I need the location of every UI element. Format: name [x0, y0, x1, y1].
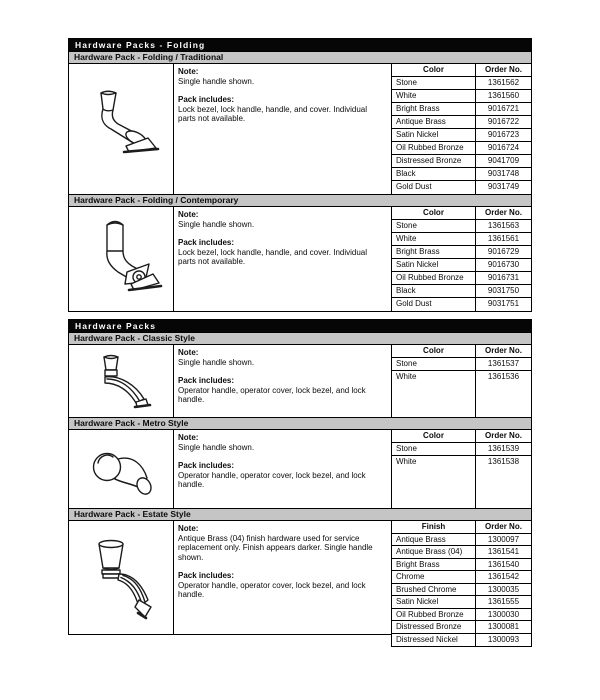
- finish-name: Stone: [396, 444, 417, 453]
- pack-includes-text: Lock bezel, lock handle, handle, and cover. Individual parts not available.: [178, 104, 368, 123]
- finish-row: [392, 246, 531, 259]
- finish-name: Stone: [396, 359, 417, 368]
- note-cell: [173, 64, 391, 195]
- order-number: 9031748: [475, 168, 531, 180]
- finish-row: [392, 534, 531, 547]
- finish-row: [392, 90, 531, 103]
- finish-row: [392, 358, 531, 371]
- order-number: 9041709: [475, 155, 531, 167]
- order-number: 9016729: [475, 246, 531, 258]
- finish-name: White: [396, 457, 417, 466]
- product-section-folding-contemporary: [68, 207, 532, 312]
- pack-includes-heading: Pack includes:: [178, 571, 235, 580]
- finish-name: Bright Brass: [396, 559, 440, 569]
- order-number: 9016722: [475, 116, 531, 128]
- section-gap: [68, 312, 532, 319]
- finish-row: [392, 233, 531, 246]
- finish-name: White: [396, 91, 417, 100]
- order-number: 9016724: [475, 142, 531, 154]
- order-column-header: Order No.: [475, 345, 531, 357]
- table-header-row: [392, 345, 531, 358]
- note-text: Single handle shown.: [178, 219, 255, 229]
- note-cell: [173, 521, 391, 635]
- finish-column-header: Finish: [421, 522, 446, 531]
- finish-name: Oil Rubbed Bronze: [396, 609, 464, 619]
- finish-name: Brushed Chrome: [396, 584, 457, 594]
- table-header-row: [392, 521, 531, 534]
- finish-name: Oil Rubbed Bronze: [396, 273, 464, 282]
- order-number: 1361539: [475, 443, 531, 455]
- table-header-row: [392, 64, 531, 77]
- order-number: 9016721: [475, 103, 531, 115]
- order-number: 9016731: [475, 272, 531, 284]
- finish-row: [392, 77, 531, 90]
- finish-row: [392, 259, 531, 272]
- color-column-header: Color: [423, 65, 444, 74]
- product-title: Hardware Pack - Folding / Contemporary: [74, 195, 239, 205]
- finish-order-table: [391, 430, 532, 509]
- order-number: 1300035: [475, 584, 531, 596]
- finish-name: Antique Brass: [396, 117, 446, 126]
- order-number: 1361562: [475, 77, 531, 89]
- pack-includes-heading: Pack includes:: [178, 95, 235, 104]
- note-cell: [173, 207, 391, 312]
- product-title: Hardware Pack - Estate Style: [74, 509, 191, 519]
- finish-name: White: [396, 234, 417, 243]
- finish-row: [392, 181, 531, 194]
- order-number: 9031750: [475, 285, 531, 297]
- order-number: 9016730: [475, 259, 531, 271]
- finish-row: [392, 220, 531, 233]
- illustration-cell: [68, 430, 173, 509]
- pack-includes-heading: Pack includes:: [178, 376, 235, 385]
- finish-row: [392, 285, 531, 298]
- catalog-page: [68, 38, 532, 647]
- illustration-cell: [68, 207, 173, 312]
- note-heading: Note:: [178, 433, 199, 442]
- illustration-cell: [68, 64, 173, 195]
- finish-row: [392, 272, 531, 285]
- finish-row: [392, 559, 531, 572]
- order-number: 1361540: [475, 559, 531, 571]
- finish-row: [392, 168, 531, 181]
- finish-row: [392, 634, 531, 647]
- finish-name: Bright Brass: [396, 104, 440, 113]
- order-column-header: Order No.: [475, 521, 531, 533]
- finish-order-table: [391, 207, 532, 312]
- illustration-cell: [68, 521, 173, 635]
- product-header-folding-traditional: [68, 51, 532, 64]
- finish-row: [392, 103, 531, 116]
- table-header-row: [392, 207, 531, 220]
- finish-name: Oil Rubbed Bronze: [396, 143, 464, 152]
- color-column-header: Color: [423, 346, 444, 355]
- finish-row: [392, 116, 531, 129]
- finish-name: Satin Nickel: [396, 260, 439, 269]
- pack-includes-text: Operator handle, operator cover, lock bezel, and lock handle.: [178, 470, 366, 489]
- finish-name: Distressed Nickel: [396, 634, 458, 644]
- finish-name: Distressed Bronze: [396, 156, 462, 165]
- product-header-folding-contemporary: [68, 194, 532, 207]
- order-number: 9031749: [475, 181, 531, 194]
- finish-row: [392, 371, 531, 417]
- finish-row: [392, 571, 531, 584]
- finish-row: [392, 155, 531, 168]
- product-title: Hardware Pack - Folding / Traditional: [74, 52, 224, 62]
- product-header-metro-style: [68, 417, 532, 430]
- order-number: 1300097: [475, 534, 531, 546]
- pack-includes-text: Operator handle, operator cover, lock bezel, and lock handle.: [178, 385, 366, 404]
- finish-row: [392, 443, 531, 456]
- note-text: Single handle shown.: [178, 357, 255, 367]
- finish-name: Satin Nickel: [396, 130, 439, 139]
- finish-row: [392, 584, 531, 597]
- pack-includes-text: Lock bezel, lock handle, handle, and cover. Individual parts not available.: [178, 247, 368, 266]
- finish-row: [392, 621, 531, 634]
- color-column-header: Color: [423, 431, 444, 440]
- order-column-header: Order No.: [475, 64, 531, 76]
- product-section-estate-style: [68, 521, 532, 647]
- product-title: Hardware Pack - Metro Style: [74, 418, 189, 428]
- folding-contemporary-handle-illustration: [79, 210, 163, 308]
- finish-row: [392, 546, 531, 559]
- order-number: 1361538: [475, 456, 531, 508]
- order-number: 9031751: [475, 298, 531, 311]
- finish-name: White: [396, 372, 417, 381]
- order-number: 1300081: [475, 621, 531, 633]
- finish-name: Black: [396, 286, 416, 295]
- metro-style-handle-illustration: [85, 437, 157, 501]
- finish-order-table: [391, 64, 532, 195]
- order-number: 1361542: [475, 571, 531, 583]
- order-column-header: Order No.: [475, 207, 531, 219]
- finish-name: Gold Dust: [396, 299, 432, 308]
- order-number: 1300093: [475, 634, 531, 647]
- finish-name: Chrome: [396, 572, 425, 581]
- product-section-classic-style: [68, 345, 532, 418]
- note-cell: [173, 345, 391, 418]
- order-number: 1361541: [475, 546, 531, 558]
- finish-name: Antique Brass (04): [396, 547, 463, 556]
- finish-row: [392, 298, 531, 311]
- finish-name: Stone: [396, 221, 417, 230]
- finish-name: Gold Dust: [396, 182, 432, 191]
- finish-row: [392, 142, 531, 155]
- group-header-label: Hardware Packs - Folding: [75, 40, 206, 50]
- order-column-header: Order No.: [475, 430, 531, 442]
- classic-style-handle-illustration: [85, 350, 157, 412]
- table-header-row: [392, 430, 531, 443]
- finish-name: Antique Brass: [396, 534, 446, 544]
- note-text: Single handle shown.: [178, 442, 255, 452]
- estate-style-handle-illustration: [85, 533, 157, 623]
- order-number: 1361560: [475, 90, 531, 102]
- finish-order-table: [391, 521, 532, 647]
- order-number: 9016723: [475, 129, 531, 141]
- product-section-folding-traditional: [68, 64, 532, 195]
- finish-row: [392, 129, 531, 142]
- color-column-header: Color: [423, 208, 444, 217]
- product-section-metro-style: [68, 430, 532, 509]
- finish-row: [392, 456, 531, 508]
- pack-includes-heading: Pack includes:: [178, 238, 235, 247]
- product-header-classic-style: [68, 332, 532, 345]
- group-header-label: Hardware Packs: [75, 321, 157, 331]
- finish-order-table: [391, 345, 532, 418]
- order-number: 1361563: [475, 220, 531, 232]
- finish-name: Stone: [396, 78, 417, 87]
- order-number: 1300030: [475, 609, 531, 621]
- product-title: Hardware Pack - Classic Style: [74, 333, 195, 343]
- section-group-header-packs: [68, 319, 532, 333]
- order-number: 1361561: [475, 233, 531, 245]
- note-cell: [173, 430, 391, 509]
- illustration-cell: [68, 345, 173, 418]
- finish-name: Distressed Bronze: [396, 622, 462, 631]
- folding-traditional-handle-illustration: [79, 83, 163, 175]
- note-text: Single handle shown.: [178, 76, 255, 86]
- pack-includes-heading: Pack includes:: [178, 461, 235, 470]
- note-heading: Note:: [178, 524, 199, 533]
- finish-name: Black: [396, 169, 416, 178]
- finish-row: [392, 609, 531, 622]
- order-number: 1361536: [475, 371, 531, 417]
- order-number: 1361537: [475, 358, 531, 370]
- finish-name: Satin Nickel: [396, 597, 439, 606]
- finish-name: Bright Brass: [396, 247, 440, 256]
- pack-includes-text: Operator handle, operator cover, lock bezel, and lock handle.: [178, 580, 366, 599]
- section-group-header-folding: [68, 38, 532, 52]
- note-heading: Note:: [178, 210, 199, 219]
- finish-row: [392, 596, 531, 609]
- order-number: 1361555: [475, 596, 531, 608]
- note-text: Antique Brass (04) finish hardware used for service replacement only. Finish appears darker. Single handle shown.: [178, 533, 373, 562]
- note-heading: Note:: [178, 348, 199, 357]
- note-heading: Note:: [178, 67, 199, 76]
- product-header-estate-style: [68, 508, 532, 521]
